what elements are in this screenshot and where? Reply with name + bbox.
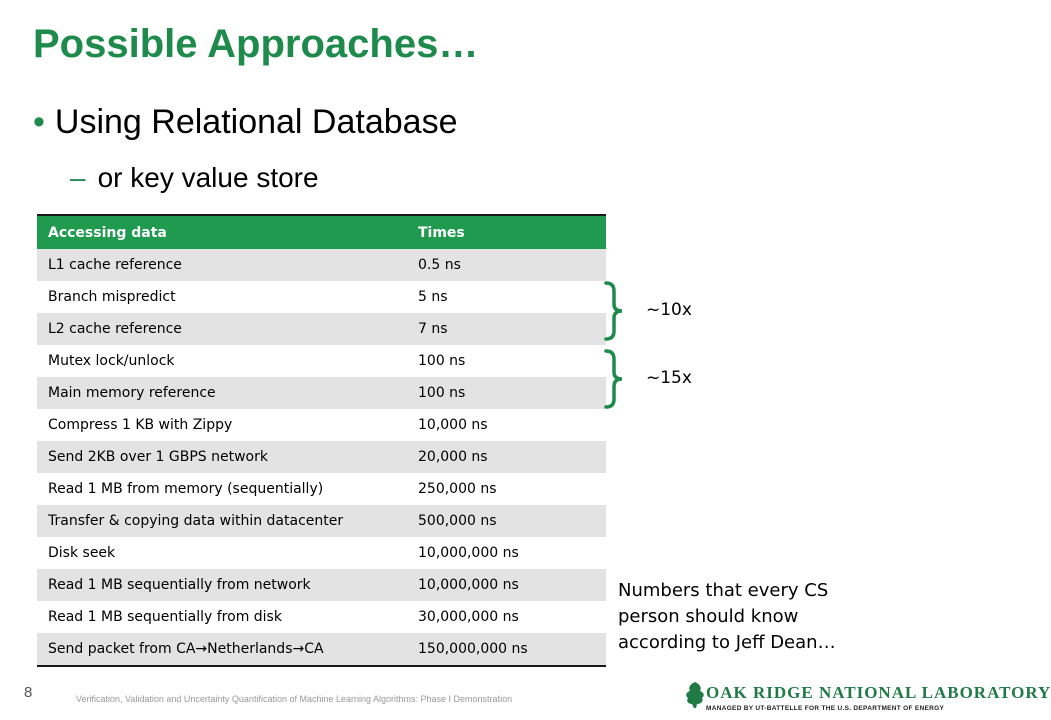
cell-accessing-data: Disk seek [48, 545, 116, 561]
cell-time: 10,000,000 ns [418, 545, 519, 561]
cell-time: 20,000 ns [418, 449, 488, 465]
cell-accessing-data: Read 1 MB from memory (sequentially) [48, 481, 324, 497]
cell-accessing-data: Branch mispredict [48, 289, 176, 305]
cell-accessing-data: Transfer & copying data within datacenter [48, 513, 344, 529]
table-row [37, 441, 606, 473]
cell-time: 5 ns [418, 289, 448, 305]
table-row [37, 601, 606, 633]
table-row [37, 377, 606, 409]
cell-time: 0.5 ns [418, 257, 461, 273]
column-header-accessing-data: Accessing data [48, 224, 167, 241]
cell-time: 30,000,000 ns [418, 609, 519, 625]
table-row [37, 345, 606, 377]
cell-accessing-data: Mutex lock/unlock [48, 353, 175, 369]
bracket-15x-icon [600, 348, 626, 410]
table-row [37, 633, 606, 665]
jeff-dean-note: Numbers that every CS person should know according to Jeff Dean… [618, 580, 836, 653]
cell-accessing-data: Send 2KB over 1 GBPS network [48, 449, 268, 465]
bullet-dot-icon: • [33, 103, 45, 141]
ornl-logo [684, 680, 1051, 720]
table-row [37, 249, 606, 281]
table-body [37, 249, 606, 665]
page-number: 8 [24, 684, 33, 701]
cell-accessing-data: Main memory reference [48, 385, 216, 401]
bracket-10x-icon [600, 280, 626, 342]
column-header-times: Times [418, 224, 465, 241]
cell-accessing-data: Compress 1 KB with Zippy [48, 417, 233, 433]
slide-title: Possible Approaches… [33, 22, 479, 66]
sub-bullet-text: or key value store [97, 162, 319, 193]
main-bullet [33, 103, 457, 142]
cell-time: 10,000,000 ns [418, 577, 519, 593]
cell-time: 500,000 ns [418, 513, 497, 529]
table-row [37, 505, 606, 537]
table-row [37, 569, 606, 601]
dash-icon: – [70, 162, 86, 193]
cell-accessing-data: Send packet from CA→Netherlands→CA [48, 641, 324, 657]
latency-table [37, 214, 606, 667]
logo-name: OAK RIDGE NATIONAL LABORATORY [706, 683, 1051, 702]
cell-accessing-data: L1 cache reference [48, 257, 182, 273]
table-row [37, 409, 606, 441]
brace-label-15x: ~15x [646, 368, 692, 388]
cell-time: 250,000 ns [418, 481, 497, 497]
oak-leaf-icon [684, 680, 706, 710]
table-row [37, 537, 606, 569]
brace-label-10x: ~10x [646, 300, 692, 320]
logo-tagline: MANAGED BY UT-BATTELLE FOR THE U.S. DEPARTMENT OF ENERGY [706, 705, 945, 712]
table-row [37, 473, 606, 505]
table-row [37, 313, 606, 345]
main-bullet-text: Using Relational Database [54, 103, 458, 141]
cell-time: 10,000 ns [418, 417, 488, 433]
cell-accessing-data: Read 1 MB sequentially from disk [48, 609, 282, 625]
cell-time: 100 ns [418, 385, 466, 401]
cell-time: 100 ns [418, 353, 466, 369]
table-header-row [37, 216, 606, 249]
table-row [37, 281, 606, 313]
cell-time: 7 ns [418, 321, 448, 337]
cell-accessing-data: Read 1 MB sequentially from network [48, 577, 311, 593]
cell-time: 150,000,000 ns [418, 641, 528, 657]
cell-accessing-data: L2 cache reference [48, 321, 182, 337]
footer-text: Verification, Validation and Uncertainty Quantification of Machine Learning Algorithms: Phase I Demonstration [76, 694, 513, 704]
sub-bullet [70, 162, 319, 194]
